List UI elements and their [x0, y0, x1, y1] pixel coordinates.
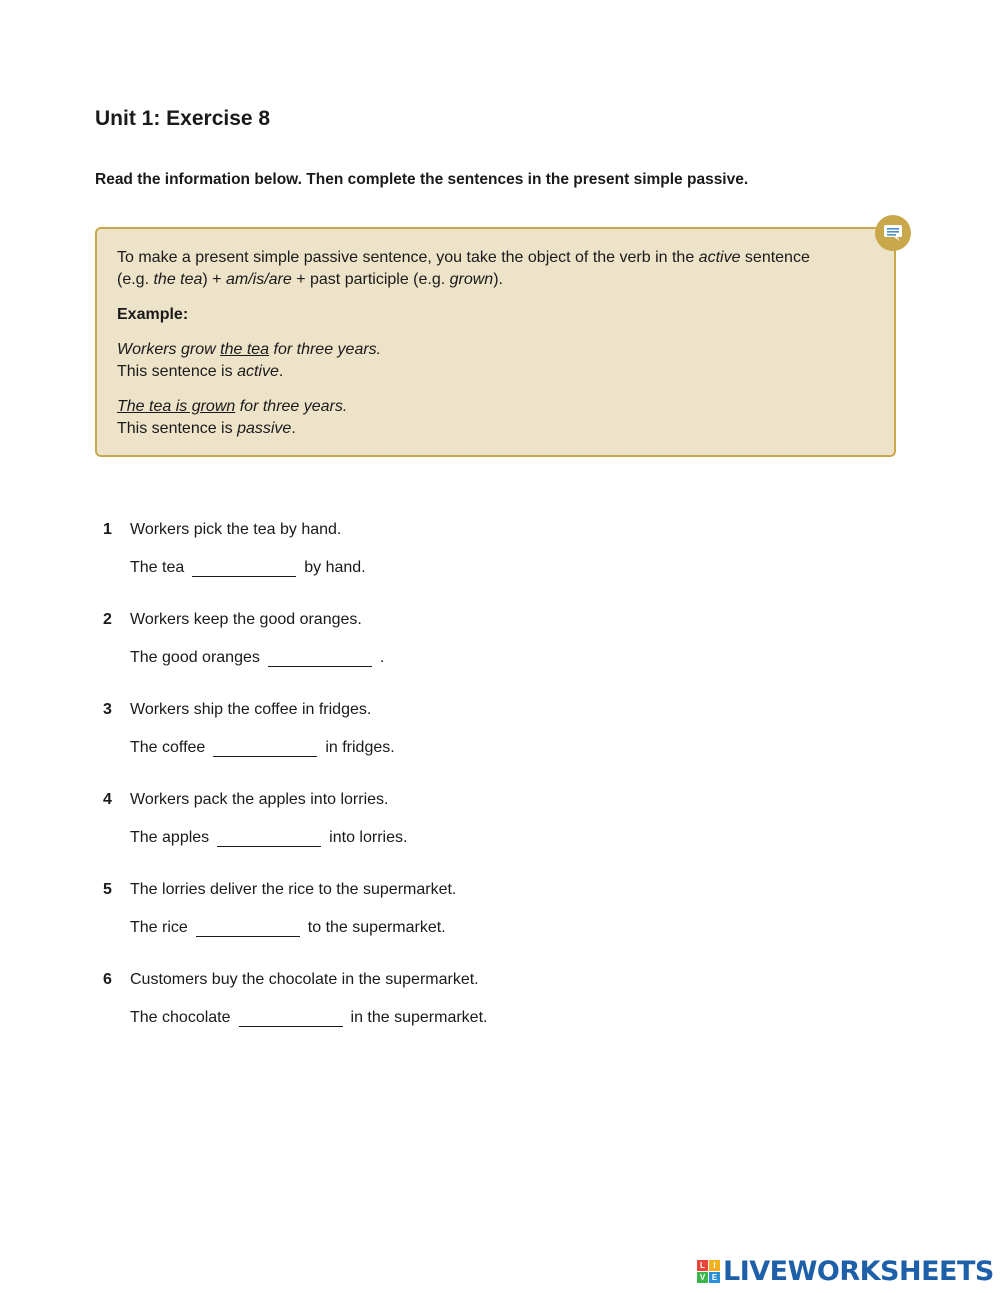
item-number: 5	[103, 881, 112, 898]
logo-letter: L	[697, 1260, 708, 1271]
passive-start: The apples	[130, 829, 210, 846]
example-active: Workers grow the tea for three years. This sentence is active.	[117, 341, 382, 380]
item-number: 6	[103, 971, 112, 988]
info-paragraph: To make a present simple passive sentence, you take the object of the verb in the active sentence (e.g. the tea) + am/is/are + past participle (e.g. grown).	[117, 249, 810, 288]
item-number: 2	[103, 611, 112, 628]
item-number: 4	[103, 791, 112, 808]
brand-logo-icon	[697, 1260, 720, 1283]
passive-start: The coffee	[130, 739, 206, 756]
passive-end: in the supermarket.	[350, 1009, 488, 1026]
passive-start: The tea	[130, 559, 185, 576]
passive-end: in fridges.	[325, 739, 395, 756]
answer-blank[interactable]	[268, 646, 372, 667]
example-passive: The tea is grown for three years. This sentence is passive.	[117, 398, 348, 437]
answer-blank[interactable]	[213, 736, 317, 757]
passive-end: to the supermarket.	[307, 919, 446, 936]
item-number: 1	[103, 521, 112, 538]
item-number: 3	[103, 701, 112, 718]
active-sentence: The lorries deliver the rice to the supermarket.	[130, 881, 457, 898]
exercise-item	[103, 519, 703, 609]
exercise-item	[103, 609, 703, 699]
passive-start: The chocolate	[130, 1009, 231, 1026]
comment-icon[interactable]	[875, 215, 911, 251]
passive-start: The rice	[130, 919, 188, 936]
exercise-item	[103, 879, 703, 969]
brand-name: LIVEWORKSHEETS	[723, 1256, 994, 1287]
passive-start: The good oranges	[130, 649, 260, 666]
exercise-item	[103, 789, 703, 879]
exercise-list	[103, 519, 703, 1059]
example-label: Example:	[117, 306, 189, 323]
answer-blank[interactable]	[217, 826, 321, 847]
page-title: Unit 1: Exercise 8	[95, 107, 271, 130]
passive-end: into lorries.	[329, 829, 408, 846]
active-sentence: Workers ship the coffee in fridges.	[130, 701, 372, 718]
liveworksheets-brand[interactable]	[697, 1256, 994, 1287]
active-sentence: Customers buy the chocolate in the supermarket.	[130, 971, 479, 988]
active-sentence: Workers pack the apples into lorries.	[130, 791, 389, 808]
comment-bubble-icon	[883, 224, 903, 242]
info-box	[95, 227, 896, 457]
active-sentence: Workers pick the tea by hand.	[130, 521, 342, 538]
logo-letter: V	[697, 1272, 708, 1283]
passive-end: by hand.	[304, 559, 366, 576]
exercise-item	[103, 969, 703, 1059]
answer-blank[interactable]	[192, 556, 296, 577]
logo-letter: I	[709, 1260, 720, 1271]
logo-letter: E	[709, 1272, 720, 1283]
passive-end: .	[379, 649, 385, 666]
instruction-text: Read the information below. Then complete the sentences in the present simple passive.	[95, 171, 749, 188]
answer-blank[interactable]	[196, 916, 300, 937]
active-sentence: Workers keep the good oranges.	[130, 611, 362, 628]
answer-blank[interactable]	[239, 1006, 343, 1027]
exercise-item	[103, 699, 703, 789]
